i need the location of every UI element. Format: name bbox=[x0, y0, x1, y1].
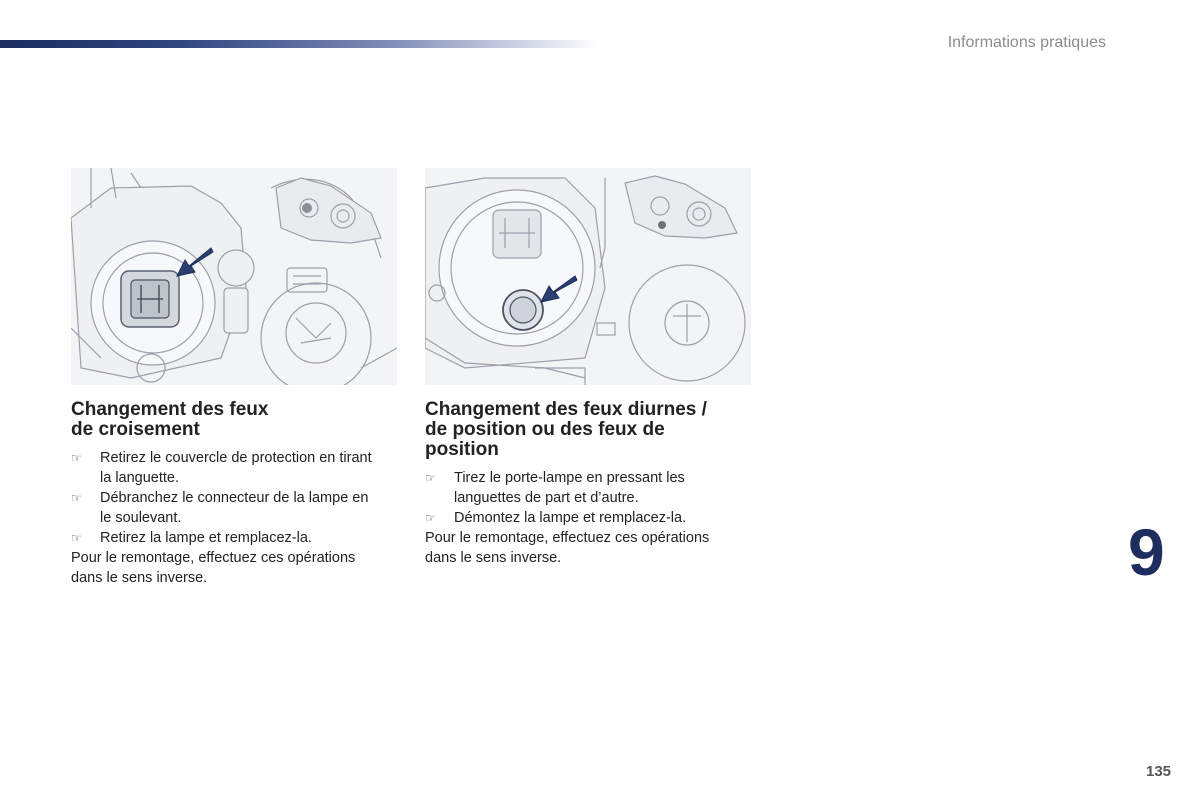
list-item: ☞ Tirez le porte-lampe en pressant les languettes de part et d’autre. bbox=[425, 470, 685, 506]
section-daytime-position bbox=[425, 400, 755, 568]
page-number: 135 bbox=[1146, 763, 1172, 780]
list-item: ☞ Débranchez le connecteur de la lampe en le soulevant. bbox=[71, 490, 369, 526]
figure-daytime-position-lamp bbox=[425, 168, 751, 385]
steps-list bbox=[425, 468, 755, 528]
section-title: Changement des feux de croisement bbox=[71, 399, 269, 440]
pointing-hand-icon: ☞ bbox=[71, 451, 82, 465]
pointing-hand-icon: ☞ bbox=[71, 531, 82, 545]
list-item: ☞ Retirez le couvercle de protection en tirant la languette. bbox=[71, 450, 372, 486]
section-header: Informations pratiques bbox=[947, 34, 1106, 51]
chapter-number: 9 bbox=[1128, 515, 1165, 589]
reassembly-note: Pour le remontage, effectuez ces opérations dans le sens inverse. bbox=[71, 550, 356, 586]
header-gradient-bar bbox=[0, 40, 600, 48]
figure-low-beam-headlamp bbox=[71, 168, 397, 385]
list-item: ☞ Démontez la lampe et remplacez-la. bbox=[425, 510, 687, 526]
section-title: Changement des feux diurnes / de position ou des feux de position bbox=[425, 399, 707, 460]
steps-list bbox=[71, 448, 401, 548]
section-low-beam bbox=[71, 400, 401, 588]
list-item: ☞ Retirez la lampe et remplacez-la. bbox=[71, 530, 312, 546]
reassembly-note: Pour le remontage, effectuez ces opérations dans le sens inverse. bbox=[425, 530, 710, 566]
pointing-hand-icon: ☞ bbox=[425, 471, 436, 485]
pointing-hand-icon: ☞ bbox=[425, 511, 436, 525]
pointing-hand-icon: ☞ bbox=[71, 491, 82, 505]
